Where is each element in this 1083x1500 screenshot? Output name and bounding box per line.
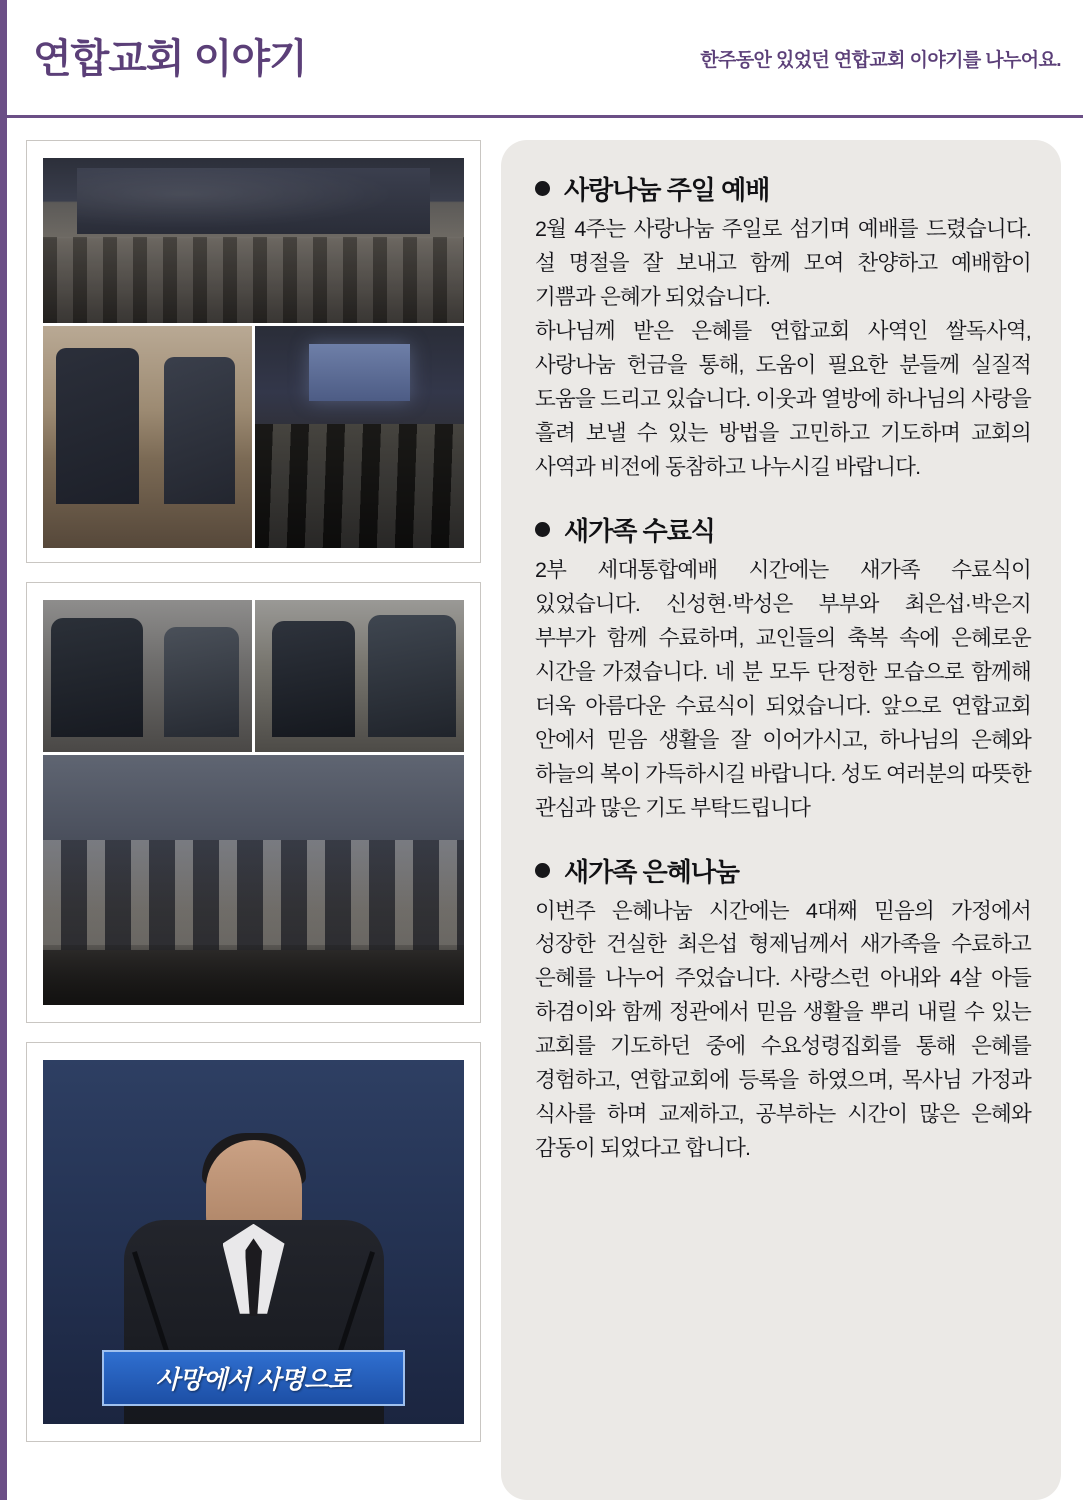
article-new-family-testimony <box>535 852 1031 1167</box>
podium-handshake-photo <box>43 326 252 548</box>
article-love-sharing-sunday <box>535 170 1031 485</box>
page-content <box>7 118 1083 1500</box>
photo-card-testimony <box>26 1042 481 1442</box>
new-family-group-photo <box>43 755 464 1005</box>
new-family-certificate-photo-2 <box>255 600 464 752</box>
page-header <box>7 0 1083 118</box>
congregation-screen-photo <box>255 326 464 548</box>
article-header <box>535 170 1031 207</box>
page-title: 연합교회 이야기 <box>33 37 307 81</box>
photo-card-worship <box>26 140 481 563</box>
page-subtitle: 한주동안 있었던 연합교회 이야기를 나누어요. <box>700 49 1061 71</box>
new-family-certificate-photo-1 <box>43 600 252 752</box>
article-title: 새가족 수료식 <box>564 515 715 546</box>
bullet-dot-icon <box>535 181 550 196</box>
article-paragraph: 하나님께 받은 은혜를 연합교회 사역인 쌀독사역, 사랑나눔 헌금을 통해, 도움이 필요한 분들께 실질적 도움을 드리고 있습니다. 이웃과 열방에 하나님의 사랑을 흘려 보낼 수 있는 방법을 고민하고 기도하며 교회의 사역과 비전에 동참하고 나누시길 바랍니다. <box>535 318 1031 479</box>
pulpit-banner <box>102 1350 405 1406</box>
photo-card-new-family <box>26 582 481 1023</box>
bullet-dot-icon <box>535 522 550 537</box>
pulpit-banner-text: 사망에서 사명으로 <box>155 1365 352 1394</box>
photo-grid <box>43 158 464 545</box>
article-title: 사랑나눔 주일 예배 <box>564 175 770 205</box>
header-divider <box>7 115 1083 118</box>
testimony-speaker-photo <box>43 1060 464 1424</box>
article-paragraph: 2부 세대통합예배 시간에는 새가족 수료식이 있었습니다. 신성현·박성은 부부와 최은섭·박은지 부부가 함께 수료하며, 교인들의 축복 속에 은혜로운 시간을 가졌습니다. 네 분 모두 단정한 모습으로 함께해 더욱 아름다운 수료식이 되었습니다. 앞으로 연합교회 안에서 믿음 생활을 잘 이어가시고, 하나님의 은혜와 하늘의 복이 가득하시길 바랍니다. 성도 여러분의 따뜻한 관심과 많은 기도 부탁드립니다 <box>535 557 1031 820</box>
sanctuary-worship-photo <box>43 158 464 323</box>
bullet-dot-icon <box>535 863 550 878</box>
photo-column <box>26 140 481 1500</box>
photo-grid <box>43 600 464 1005</box>
article-title: 새가족 은혜나눔 <box>564 856 740 887</box>
article-header <box>535 511 1031 548</box>
article-new-family-graduation <box>535 511 1031 826</box>
article-header <box>535 852 1031 889</box>
article-panel <box>501 140 1061 1500</box>
article-paragraph: 이번주 은혜나눔 시간에는 4대째 믿음의 가정에서 성장한 건실한 최은섭 형제님께서 새가족을 수료하고 은혜를 나누어 주었습니다. 사랑스런 아내와 4살 아들 하겸이와 함께 정관에서 믿음 생활을 뿌리 내릴 수 있는 교회를 기도하던 중에 수요성령집회를 통해 은혜를 경험하고, 연합교회에 등록을 하였으며, 목사님 가정과 식사를 하며 교제하고, 공부하는 시간이 많은 은혜와 감동이 되었다고 합니다. <box>535 898 1031 1161</box>
article-paragraph: 2월 4주는 사랑나눔 주일로 섬기며 예배를 드렸습니다. 설 명절을 잘 보내고 함께 모여 찬양하고 예배함이 기쁨과 은혜가 되었습니다. <box>535 217 1031 309</box>
